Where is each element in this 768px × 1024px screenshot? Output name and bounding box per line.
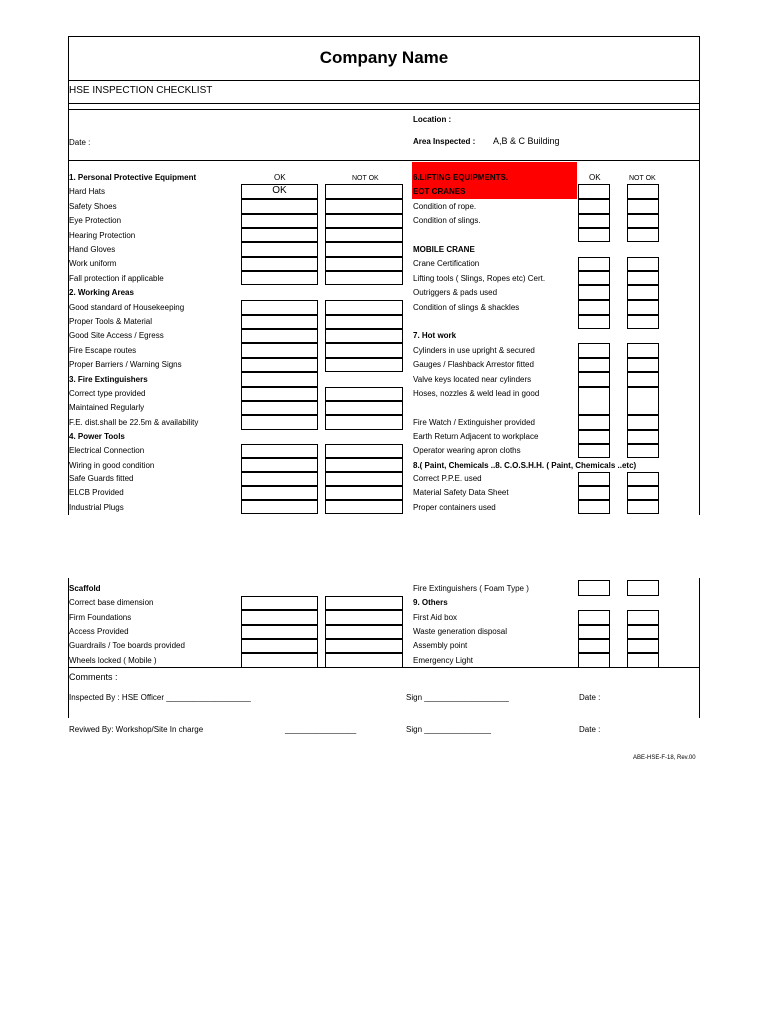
checkbox-industrial-plugs-not-ok[interactable]	[325, 500, 403, 514]
company-name: Company Name	[319, 48, 449, 67]
item-apron: Operator wearing apron cloths	[413, 446, 521, 455]
item-hearing-protection: Hearing Protection	[69, 231, 136, 240]
checkbox-eot-spare-ok[interactable]	[578, 228, 610, 242]
checkbox-guardrails-not-ok[interactable]	[325, 639, 403, 653]
date-label-1: Date :	[579, 693, 601, 702]
checkbox-elcb-not-ok[interactable]	[325, 486, 403, 500]
checkbox-wheels-locked-not-ok[interactable]	[325, 653, 403, 668]
item-outriggers: Outriggers & pads used	[413, 288, 498, 297]
checkbox-fire-ext-section-ok[interactable]	[241, 372, 318, 387]
hard-hats-ok-value: OK	[272, 185, 287, 196]
checkbox-fire-watch-ok[interactable]	[578, 415, 610, 430]
checkbox-eot-cranes-not-ok[interactable]	[627, 184, 659, 199]
section-fire-extinguishers-title: 3. Fire Extinguishers	[69, 375, 148, 384]
reviewed-signature-line: ________________	[285, 725, 357, 734]
checkbox-lifting-tools-not-ok[interactable]	[627, 271, 659, 285]
item-barriers-signs: Proper Barriers / Warning Signs	[69, 360, 182, 369]
section-working-areas-title: 2. Working Areas	[69, 288, 134, 297]
checkbox-firm-foundations-not-ok[interactable]	[325, 610, 403, 625]
checkbox-slings-shackles-not-ok[interactable]	[627, 300, 659, 315]
divider-date	[68, 160, 700, 161]
checkbox-site-access-ok[interactable]	[241, 329, 318, 343]
checkbox-correct-type-ok[interactable]	[241, 387, 318, 401]
checkbox-fe-distance-not-ok[interactable]	[325, 415, 403, 430]
checkbox-rope-condition-ok[interactable]	[578, 199, 610, 214]
item-electrical-connection: Electrical Connection	[69, 446, 145, 455]
divider-title	[68, 80, 700, 81]
checkbox-hoses-not-ok[interactable]	[627, 387, 659, 415]
item-fire-escape: Fire Escape routes	[69, 346, 137, 355]
not-ok-header-left: NOT OK	[352, 175, 379, 182]
item-hard-hats: Hard Hats	[69, 187, 106, 196]
checkbox-barriers-signs-ok[interactable]	[241, 358, 318, 372]
sign-line-1: Sign ___________________	[406, 693, 509, 702]
checkbox-rope-condition-not-ok[interactable]	[627, 199, 659, 214]
item-housekeeping: Good standard of Housekeeping	[69, 303, 185, 312]
checkbox-maintained-not-ok[interactable]	[325, 401, 403, 415]
checkbox-firm-foundations-ok[interactable]	[241, 610, 318, 625]
item-waste: Waste generation disposal	[413, 627, 507, 636]
checkbox-hand-gloves-not-ok[interactable]	[325, 242, 403, 257]
item-safety-shoes: Safety Shoes	[69, 202, 117, 211]
checklist-title: HSE INSPECTION CHECKLIST	[69, 85, 213, 96]
checkbox-base-dimension-not-ok[interactable]	[325, 596, 403, 610]
section-power-tools-title: 4. Power Tools	[69, 432, 125, 441]
item-fe-distance: F.E. dist.shall be 22.5m & availability	[69, 418, 199, 427]
checkbox-base-dimension-ok[interactable]	[241, 596, 318, 610]
checkbox-waste-ok[interactable]	[578, 625, 610, 639]
item-industrial-plugs: Industrial Plugs	[69, 503, 124, 512]
ok-header-left: OK	[274, 173, 286, 182]
checkbox-msds-ok[interactable]	[578, 486, 610, 500]
checkbox-hoses-ok[interactable]	[578, 387, 610, 415]
checkbox-fall-protection-ok[interactable]	[241, 271, 318, 285]
checkbox-outriggers-ok[interactable]	[578, 285, 610, 300]
checkbox-apron-ok[interactable]	[578, 444, 610, 458]
checkbox-fall-protection-not-ok[interactable]	[325, 271, 403, 285]
location-label: Location :	[413, 115, 452, 124]
checkbox-foam-not-ok[interactable]	[627, 580, 659, 596]
checkbox-eye-protection-ok[interactable]	[241, 214, 318, 228]
checkbox-slings-condition-ok[interactable]	[578, 214, 610, 228]
checkbox-correct-type-not-ok[interactable]	[325, 387, 403, 401]
checkbox-access-provided-ok[interactable]	[241, 625, 318, 639]
checkbox-housekeeping-not-ok[interactable]	[325, 300, 403, 315]
checkbox-fire-escape-ok[interactable]	[241, 343, 318, 358]
subsection-mobile-crane: MOBILE CRANE	[413, 245, 475, 254]
checkbox-containers-not-ok[interactable]	[627, 500, 659, 514]
item-first-aid: First Aid box	[413, 613, 458, 622]
section-others-title: 9. Others	[413, 598, 448, 607]
item-safe-guards: Safe Guards fitted	[69, 474, 134, 483]
checkbox-industrial-plugs-ok[interactable]	[241, 500, 318, 514]
checkbox-first-aid-not-ok[interactable]	[627, 610, 659, 625]
checkbox-wiring-not-ok[interactable]	[325, 458, 403, 472]
checkbox-hearing-protection-not-ok[interactable]	[325, 228, 403, 242]
checkbox-mobile-spare-not-ok[interactable]	[627, 315, 659, 329]
item-valve-keys: Valve keys located near cylinders	[413, 375, 532, 384]
section-lifting-title: 6.LIFTING EQUIPMENTS.	[413, 173, 509, 182]
item-site-access: Good Site Access / Egress	[69, 331, 164, 340]
checkbox-emergency-light-not-ok[interactable]	[627, 653, 659, 668]
checkbox-crane-cert-not-ok[interactable]	[627, 257, 659, 271]
item-slings-shackles: Condition of slings & shackles	[413, 303, 520, 312]
item-firm-foundations: Firm Foundations	[69, 613, 132, 622]
checkbox-assembly-not-ok[interactable]	[627, 639, 659, 653]
item-guardrails: Guardrails / Toe boards provided	[69, 641, 185, 650]
item-crane-cert: Crane Certification	[413, 259, 480, 268]
checkbox-foam-ok[interactable]	[578, 580, 610, 596]
date-label-2: Date :	[579, 725, 601, 734]
checkbox-maintained-ok[interactable]	[241, 401, 318, 415]
checkbox-apron-not-ok[interactable]	[627, 444, 659, 458]
checkbox-eot-cranes-ok[interactable]	[578, 184, 610, 199]
checkbox-barriers-signs-not-ok[interactable]	[325, 358, 403, 372]
form-code: ABE-HSE-F-18, Rev.00	[633, 755, 696, 761]
section-hot-work-title: 7. Hot work	[413, 331, 457, 340]
checkbox-site-access-not-ok[interactable]	[325, 329, 403, 343]
frame-right-border-lower	[699, 578, 700, 718]
checkbox-waste-not-ok[interactable]	[627, 625, 659, 639]
divider-header	[68, 109, 700, 110]
checkbox-containers-ok[interactable]	[578, 500, 610, 514]
checkbox-safety-shoes-not-ok[interactable]	[325, 199, 403, 214]
item-earth-return: Earth Return Adjacent to workplace	[413, 432, 539, 441]
item-fall-protection: Fall protection if applicable	[69, 274, 164, 283]
comments-label: Comments :	[69, 672, 118, 682]
checkbox-crane-cert-ok[interactable]	[578, 257, 610, 271]
subsection-eot-cranes: EOT CRANES	[413, 187, 466, 196]
checkbox-eye-protection-not-ok[interactable]	[325, 214, 403, 228]
checkbox-safe-guards-not-ok[interactable]	[325, 472, 403, 486]
checkbox-msds-not-ok[interactable]	[627, 486, 659, 500]
checkbox-fire-watch-not-ok[interactable]	[627, 415, 659, 430]
item-slings-condition: Condition of slings.	[413, 216, 481, 225]
checkbox-mobile-spare-ok[interactable]	[578, 315, 610, 329]
checkbox-work-uniform-not-ok[interactable]	[325, 257, 403, 271]
item-hand-gloves: Hand Gloves	[69, 245, 116, 254]
checkbox-electrical-connection-ok[interactable]	[241, 444, 318, 458]
section-scaffold-title: Scaffold	[69, 584, 101, 593]
item-correct-type: Correct type provided	[69, 389, 146, 398]
checkbox-tools-material-not-ok[interactable]	[325, 315, 403, 329]
checkbox-tools-material-ok[interactable]	[241, 315, 318, 329]
checkbox-outriggers-not-ok[interactable]	[627, 285, 659, 300]
checkbox-cylinders-upright-ok[interactable]	[578, 343, 610, 358]
area-inspected-value: A,B & C Building	[493, 136, 560, 146]
item-base-dimension: Correct base dimension	[69, 598, 154, 607]
checkbox-fe-distance-ok[interactable]	[241, 415, 318, 430]
checkbox-earth-return-not-ok[interactable]	[627, 430, 659, 444]
checkbox-housekeeping-ok[interactable]	[241, 300, 318, 315]
checkbox-lifting-tools-ok[interactable]	[578, 271, 610, 285]
item-containers: Proper containers used	[413, 503, 496, 512]
item-gauges: Gauges / Flashback Arrestor fitted	[413, 360, 534, 369]
checkbox-fire-escape-not-ok[interactable]	[325, 343, 403, 358]
checkbox-gauges-not-ok[interactable]	[627, 358, 659, 372]
checkbox-safe-guards-ok[interactable]	[241, 472, 318, 486]
checkbox-electrical-connection-not-ok[interactable]	[325, 444, 403, 458]
checkbox-wheels-locked-ok[interactable]	[241, 653, 318, 668]
checkbox-earth-return-ok[interactable]	[578, 430, 610, 444]
ok-header-right: OK	[589, 173, 601, 182]
item-tools-material: Proper Tools & Material	[69, 317, 152, 326]
checkbox-hard-hats-not-ok[interactable]	[325, 184, 403, 199]
checkbox-cylinders-upright-not-ok[interactable]	[627, 343, 659, 358]
checkbox-ppe-used-ok[interactable]	[578, 472, 610, 486]
reviewed-by: Reviwed By: Workshop/Site In charge	[69, 725, 204, 734]
checkbox-guardrails-ok[interactable]	[241, 639, 318, 653]
area-inspected-label: Area Inspected :	[413, 137, 476, 146]
item-work-uniform: Work uniform	[69, 259, 117, 268]
item-hoses: Hoses, nozzles & weld lead in good	[413, 389, 540, 398]
checkbox-elcb-ok[interactable]	[241, 486, 318, 500]
section-ppe-title: 1. Personal Protective Equipment	[69, 173, 197, 182]
frame-top-border	[68, 36, 700, 37]
item-cylinders-upright: Cylinders in use upright & secured	[413, 346, 535, 355]
item-lifting-tools: Lifting tools ( Slings, Ropes etc) Cert.	[413, 274, 546, 283]
checkbox-slings-shackles-ok[interactable]	[578, 300, 610, 315]
section-coshh-title: 8.( Paint, Chemicals ..8. C.O.S.H.H. ( Paint, Chemicals ..etc)	[413, 461, 637, 470]
item-ppe-used: Correct P.P.E. used	[413, 474, 482, 483]
item-elcb: ELCB Provided	[69, 488, 124, 497]
checkbox-work-uniform-ok[interactable]	[241, 257, 318, 271]
checkbox-first-aid-ok[interactable]	[578, 610, 610, 625]
checkbox-access-provided-not-ok[interactable]	[325, 625, 403, 639]
item-emergency-light: Emergency Light	[413, 656, 474, 665]
item-wheels-locked: Wheels locked ( Mobile )	[69, 656, 157, 665]
checkbox-hand-gloves-ok[interactable]	[241, 242, 318, 257]
date-label: Date :	[69, 138, 91, 147]
item-eye-protection: Eye Protection	[69, 216, 122, 225]
divider-checklist	[68, 103, 700, 104]
frame-right-border	[699, 36, 700, 515]
item-rope-condition: Condition of rope.	[413, 202, 477, 211]
checkbox-ppe-used-not-ok[interactable]	[627, 472, 659, 486]
item-msds: Material Safety Data Sheet	[413, 488, 509, 497]
checkbox-safety-shoes-ok[interactable]	[241, 199, 318, 214]
checkbox-emergency-light-ok[interactable]	[578, 653, 610, 668]
checkbox-wiring-ok[interactable]	[241, 458, 318, 472]
inspected-by: Inspected By : HSE Officer ___________________	[69, 693, 251, 702]
checkbox-assembly-ok[interactable]	[578, 639, 610, 653]
item-access-provided: Access Provided	[69, 627, 129, 636]
checkbox-valve-keys-not-ok[interactable]	[627, 372, 659, 387]
checkbox-eot-spare-not-ok[interactable]	[627, 228, 659, 242]
item-assembly: Assembly point	[413, 641, 468, 650]
checkbox-gauges-ok[interactable]	[578, 358, 610, 372]
not-ok-header-right: NOT OK	[629, 175, 656, 182]
checkbox-valve-keys-ok[interactable]	[578, 372, 610, 387]
sign-line-2: Sign _______________	[406, 725, 491, 734]
checkbox-hearing-protection-ok[interactable]	[241, 228, 318, 242]
item-maintained: Maintained Regularly	[69, 403, 145, 412]
item-wiring: Wiring in good condition	[69, 461, 155, 470]
checkbox-slings-condition-not-ok[interactable]	[627, 214, 659, 228]
item-fire-watch: Fire Watch / Extinguisher provided	[413, 418, 535, 427]
item-foam-extinguishers: Fire Extinguishers ( Foam Type )	[413, 584, 529, 593]
